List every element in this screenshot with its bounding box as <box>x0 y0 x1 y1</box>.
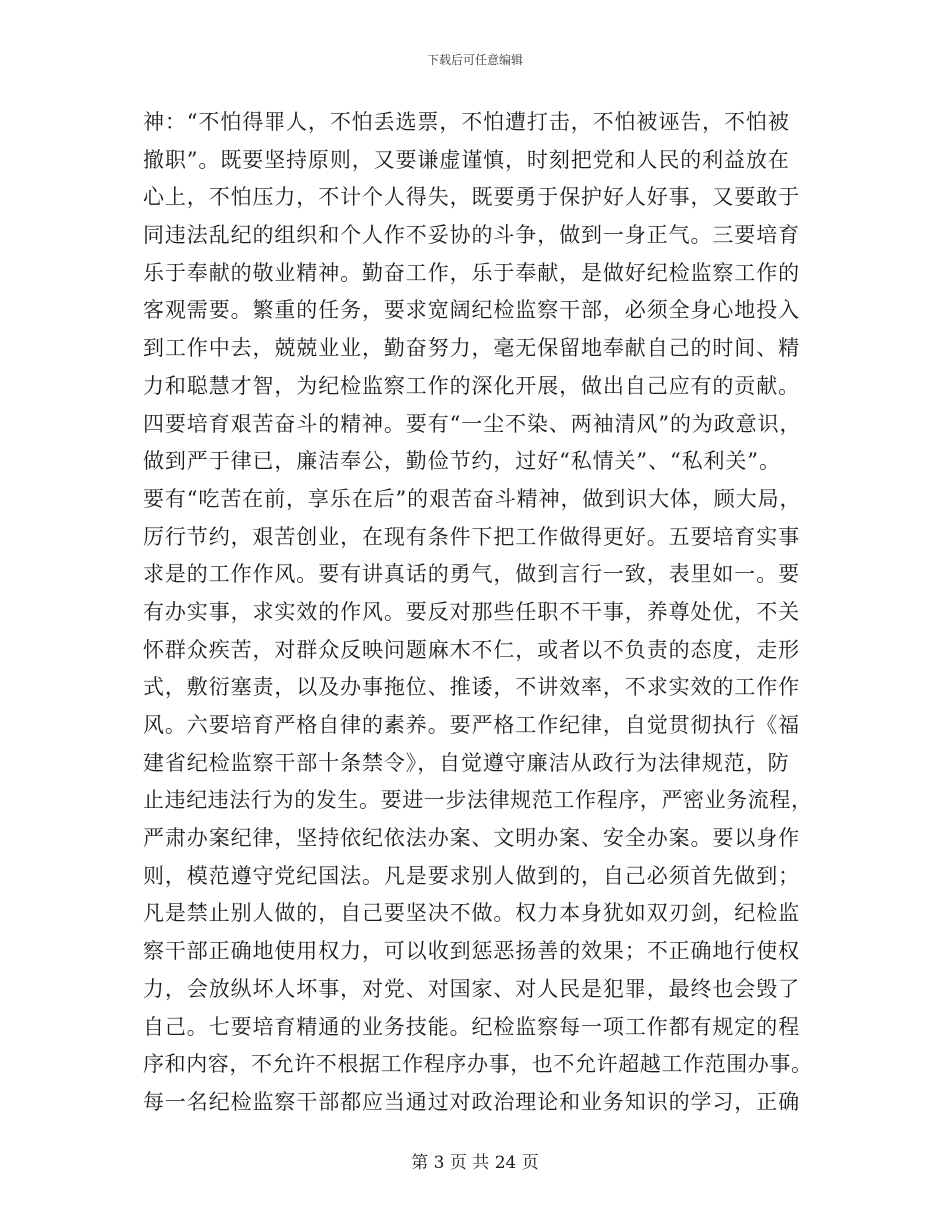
body-line: 求是的工作作风。要有讲真话的勇气，做到言行一致，表里如一。要 <box>143 562 800 587</box>
current-page-number: 3 <box>433 1153 445 1173</box>
body-line: 自己。七要培育精通的业务技能。纪检监察每一项工作都有规定的程 <box>143 1014 800 1039</box>
body-line: 做到严于律已，廉洁奉公，勤俭节约，过好“私情关”、“私利关”。 <box>143 449 781 474</box>
page-number-footer <box>0 1152 950 1174</box>
page-header-note: 下载后可任意编辑 <box>426 53 523 67</box>
body-line: 严肃办案纪律，坚持依纪依法办案、文明办案、安全办案。要以身作 <box>143 826 800 851</box>
body-line: 到工作中去，兢兢业业，勤奋努力，毫无保留地奉献自己的时间、精 <box>143 336 800 361</box>
footer-middle: 页 共 <box>449 1153 490 1173</box>
body-line: 察干部正确地使用权力，可以收到惩恶扬善的效果；不正确地行使权 <box>143 939 800 964</box>
footer-suffix: 页 <box>521 1153 539 1173</box>
body-line: 客观需要。繁重的任务，要求宽阔纪检监察干部，必须全身心地投入 <box>143 298 800 323</box>
body-line: 风。六要培育严格自律的素养。要严格工作纪律，自觉贯彻执行《福 <box>143 713 800 737</box>
document-body <box>143 104 813 1122</box>
body-line: 每一名纪检监察干部都应当通过对政治理论和业务知识的学习，正确 <box>143 1089 800 1114</box>
body-line: 止违纪违法行为的发生。要进一步法律规范工作程序，严密业务流程， <box>143 788 813 813</box>
body-line: 有办实事，求实效的作风。要反对那些任职不干事，养尊处优，不关 <box>143 599 800 624</box>
body-line: 力和聪慧才智，为纪检监察工作的深化开展，做出自己应有的贡献。 <box>143 373 800 398</box>
body-line: 建省纪检监察干部十条禁令》，自觉遵守廉洁从政行为法律规范，防 <box>143 750 790 775</box>
body-line: 厉行节约，艰苦创业，在现有条件下把工作做得更好。五要培育实事 <box>143 524 800 549</box>
body-line: 序和内容，不允许不根据工作程序办事，也不允许超越工作范围办事。 <box>143 1052 813 1077</box>
footer-prefix: 第 <box>411 1153 429 1173</box>
body-line: 同违法乱纪的组织和个人作不妥协的斗争，做到一身正气。三要培育 <box>143 223 800 248</box>
total-page-count: 24 <box>494 1153 517 1173</box>
body-line: 则，模范遵守党纪国法。凡是要求别人做到的，自己必须首先做到； <box>143 863 800 888</box>
body-line: 乐于奉献的敬业精神。勤奋工作，乐于奉献，是做好纪检监察工作的 <box>143 260 800 285</box>
body-line: 心上，不怕压力，不计个人得失，既要勇于保护好人好事，又要敢于 <box>143 185 800 210</box>
body-line: 式，敷衍塞责，以及办事拖位、推诿，不讲效率，不求实效的工作作 <box>143 675 800 700</box>
body-line: 力，会放纵坏人坏事，对党、对国家、对人民是犯罪，最终也会毁了 <box>143 976 800 1001</box>
body-line: 要有“吃苦在前，享乐在后”的艰苦奋斗精神，做到识大体，顾大局， <box>143 486 802 511</box>
body-line: 怀群众疾苦，对群众反映问题麻木不仁，或者以不负责的态度，走形 <box>143 637 800 662</box>
body-line: 凡是禁止别人做的，自己要坚决不做。权力本身犹如双刃剑，纪检监 <box>143 901 800 926</box>
body-line: 神：“不怕得罪人，不怕丢选票，不怕遭打击，不怕被诬告，不怕被 <box>143 110 790 134</box>
body-line: 撤职”。既要坚持原则，又要谦虚谨慎，时刻把党和人民的利益放在 <box>143 147 790 172</box>
body-line: 四要培育艰苦奋斗的精神。要有“一尘不染、两袖清风”的为政意识， <box>143 411 802 436</box>
